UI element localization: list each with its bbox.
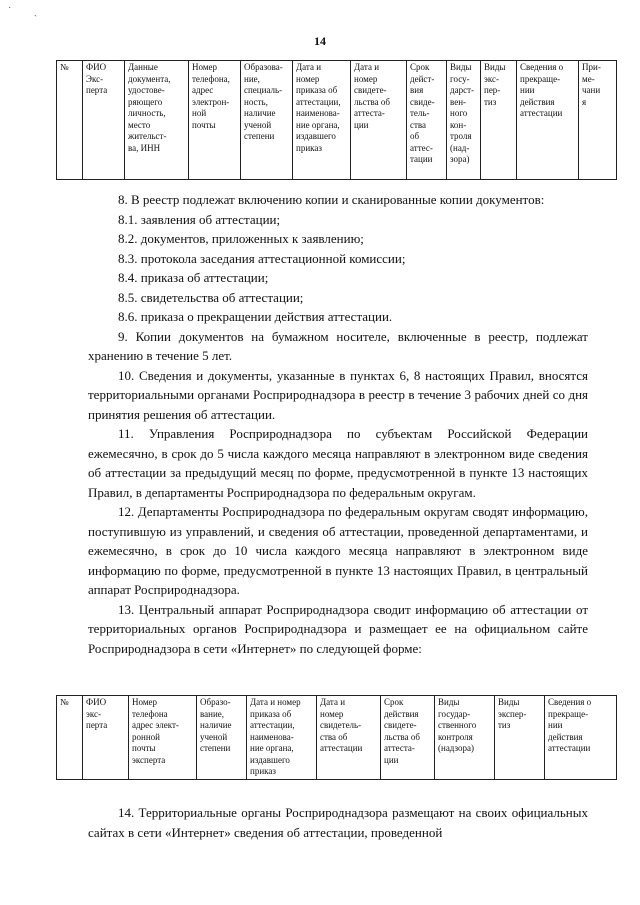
registry-table bbox=[56, 60, 617, 180]
table-header-cell: Дата и номер свидетель- ства об аттестации bbox=[317, 696, 381, 780]
table-header-cell: Сведения о прекраще- нии действия аттестации bbox=[517, 61, 579, 180]
table-header-cell: ФИО Экс- перта bbox=[83, 61, 125, 180]
paragraph: 8.5. свидетельства об аттестации; bbox=[118, 289, 304, 305]
table-header-cell: Сведения о прекраще- нии действия аттестации bbox=[545, 696, 617, 780]
table-header-cell: Дата и номер приказа об аттестации, наименова- ние органа, издавшего приказ bbox=[293, 61, 351, 180]
table-header-cell: Срок дейст- вия свиде- тель- ства об аттес- тации bbox=[407, 61, 447, 180]
table-header-cell: № bbox=[57, 696, 83, 780]
paragraph: 8.4. приказа об аттестации; bbox=[118, 270, 269, 285]
paragraph: 9. Копии документов на бумажном носителе, включенные в реестр, подлежат хранению в течение 5 лет. bbox=[88, 328, 588, 363]
table-header-cell: Номер телефона адрес элект- ронной почты эксперта bbox=[129, 696, 197, 780]
document-body bbox=[88, 190, 588, 658]
table-header-cell: Данные документа, удостове- ряющего личность, место жительст- ва, ИНН bbox=[125, 61, 189, 180]
table-header-cell: Дата и номер свидете- льства об аттеста- ции bbox=[351, 61, 407, 180]
paragraph: 8.6. приказа о прекращении действия аттестации. bbox=[118, 309, 393, 324]
table-header-cell: Виды государ- ственного контроля (надзора) bbox=[435, 696, 495, 780]
paragraph: 8.2. документов, приложенных к заявлению; bbox=[118, 231, 364, 246]
paragraph: 14. Территориальные органы Росприроднадзора размещают на своих официальных сайтах в сети «Интернет» сведения об аттестации, проведенной bbox=[88, 805, 588, 840]
table-header-cell: Срок действия свидете- льства об аттеста- ции bbox=[381, 696, 435, 780]
paragraph: 8.3. протокола заседания аттестационной комиссии; bbox=[118, 250, 406, 266]
table-header-cell: Номер телефона, адрес электрон- ной почты bbox=[189, 61, 241, 180]
paragraph: 11. Управления Росприроднадзора по субъектам Российской Федерации ежемесячно, в срок до 5 числа каждого месяца направляют в электронном виде сведения об аттестации за предыдущий месяц по форме, предусмотренной в пункте 13 настоящих Правил, в департаменты Росприроднадзора по федеральным округам. bbox=[88, 426, 588, 500]
table-header-cell: № bbox=[57, 61, 83, 180]
table-header-cell: Образо- вание, наличие ученой степени bbox=[197, 696, 247, 780]
scan-marks: ˙ ˎ bbox=[8, 6, 48, 17]
paragraph: 8. В реестр подлежат включению копии и сканированные копии документов: bbox=[118, 192, 545, 207]
paragraph: 8.1. заявления об аттестации; bbox=[118, 211, 281, 227]
paragraph: 13. Центральный аппарат Росприроднадзора сводит информацию об аттестации от территориальных органов Росприроднадзора и размещает ее на официальном сайте Росприроднадзора в сети «Интернет» по следующей форме: bbox=[88, 601, 588, 656]
table-header-cell: ФИО экс- перта bbox=[83, 696, 129, 780]
table-header-cell: При- ме- чани я bbox=[579, 61, 617, 180]
document-body-continued bbox=[88, 803, 588, 842]
table-header-cell: Виды экспер- тиз bbox=[495, 696, 545, 780]
page-number: 14 bbox=[314, 34, 326, 48]
paragraph: 10. Сведения и документы, указанные в пунктах 6, 8 настоящих Правил, вносятся территориальными органами Росприроднадзора в реестр в течение 3 рабочих дней со дня принятия решения об аттестации. bbox=[88, 367, 588, 422]
table-header-cell: Образова- ние, специаль- ность, наличие ученой степени bbox=[241, 61, 293, 180]
public-info-table bbox=[56, 695, 617, 780]
table-header-row bbox=[57, 61, 617, 180]
table-header-cell: Дата и номер приказа об аттестации, наименова- ние органа, издавшего приказ bbox=[247, 696, 317, 780]
paragraph: 12. Департаменты Росприроднадзора по федеральным округам сводят информацию, поступившую из управлений, и сведения об аттестации, проведенной департаментами, и ежемесячно, в срок до 10 числа каждого месяца направляют в электронном виде информацию по форме, предусмотренной в пункте 13 настоящих Правил, в центральный аппарат Росприроднадзора. bbox=[88, 504, 588, 597]
table-header-cell: Виды экс- пер- тиз bbox=[481, 61, 517, 180]
table-header-row bbox=[57, 696, 617, 780]
table-header-cell: Виды госу- дарст- вен- ного кон- троля (над- зора) bbox=[447, 61, 481, 180]
